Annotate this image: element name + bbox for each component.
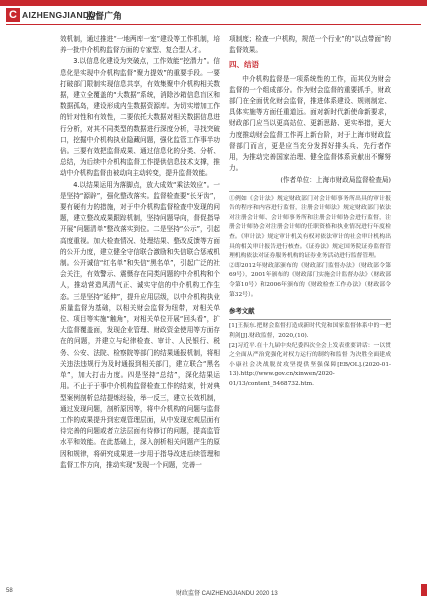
- footnotes: [229, 191, 391, 301]
- body-paragraph: 项制度；检查一户机构，规范一个行业”的“以点带面”的监督效果。: [229, 35, 391, 55]
- brand-logo-letter: C: [6, 8, 20, 22]
- section-title: 监督广角: [86, 12, 123, 22]
- footer-accent: [421, 584, 427, 596]
- references-list: [229, 322, 391, 389]
- brand-name: AIZHENGJIANDU: [22, 10, 96, 20]
- body-paragraph: 3.以信息化建设为突破点，工作效能“挖潜力”。信息化是实现中介机构监督“聚力提效”的重要手段。一要打破部门限制实现信息共享，有效集聚中介机构相关数据，建立全覆盖的“大数据”系统，消除沙箱信息盲区和数据孤岛，建设形成内生数据资源库。为切实增加工作的针对性和有效性，二要依托大数据对相关数据信息进行分析，对其不同类型的数据进行深度分析，寻找突破口，挖掘中介机构执业隐藏问题，强化监管工作事半功倍。三要有效把监督成果、通过信息化的分类、分析、总结，为后续中介机构监督工作提供信息技术支撑，推动中介机构监督由被动向主动转变，提升监督效能。: [60, 57, 220, 178]
- header-divider: [6, 24, 421, 25]
- right-column: [229, 34, 391, 390]
- reference-item: [2]习近平.在十九届中央纪委四次全会上发表重要讲话：一以贯之全面从严治党强化对权力运行的制约和监督 为决胜全面建成小康社会决战脱贫攻坚提供坚强保障[EB/OL].(2020-01-13).http://www.gov.cn/xinwen/2020-01/13/content_5468732.htm.: [229, 342, 391, 387]
- reference-item: [1]王振东.把财会监督打造成新时代党和国家监督体系中的一把利剑[J].财政监督，2020,(10).: [229, 323, 391, 339]
- body-paragraph: 中介机构监督是一项系统性的工作，而其仅为财会监督的一个组成部分。作为财会监督的重要抓手，财政部门在全面优化财会监督，推进体系建设、规则制定、具体实施等方面任重道远。面对新时代新使命新要求，财政部门应当以更高站位、更新思路、更实举措，更大力度推动财会监督工作再上新台阶，对于上海市财政监督部门而言，更是应当充分发挥好排头兵、先行者作用，为推动完善国家治理、健全监督体系贡献出不懈努力。: [229, 74, 391, 173]
- body-paragraph: 效机制，通过推进“一地两库一室”建设等工作机制，培养一批中介机构监督方面的专家型、复合型人才。: [60, 35, 220, 55]
- footnote: ②即2012年财政部颁布的《财政部门监督办法》（财政部令第69号），2001年颁布的《财政部门实施会计监督办法》（财政部令第10号）和2006年颁布的《财政检查工作办法》（财政部令第32号）。: [229, 262, 391, 298]
- journal-footer: 财政监督 CAIZHENGJIANDU 2020 13: [176, 591, 278, 597]
- page-footer: [0, 584, 427, 596]
- page-header: [0, 6, 427, 26]
- references-heading: 参考文献: [229, 306, 391, 320]
- author-affiliation: (作者单位：上海市财政局监督检查局): [280, 176, 391, 185]
- left-column: [60, 34, 220, 471]
- page-number: 58: [6, 588, 13, 594]
- conclusion-heading: 四、结语: [229, 60, 259, 70]
- footnote: ①例如《会计法》规定财政部门对会计师事务所出具的审计报告的程序和内容进行监督，注册会计师法》规定财政部门依法对注册会计师、会计师事务所和注册会计师协会进行监督，注册会计师协会对注册会计师的任职资格和执业情况进行年度检查。《审计法》规定审计机关有权对依法审计的社会审计机构出具的相关审计报告进行核查。《证券法》规定国务院证券监督管理机构依法对证券服务机构的证券业务活动进行监督管理。: [229, 195, 391, 260]
- body-paragraph: 4.以结果运用为落脚点，放大成效“乘法效应”。一是坚持“源辟”，强化整改落实。监督检查要“长牙齿”，要有硬有力的措施，对于中介机构监督检查中发现的问题，建立整改成果跟踪机制，坚持问题导向，督促指导开展“问题清单”整改落实到位。二是坚持“公示”，引起高度重视。加大检查情况、处理结果、整改反馈等方面的公开力度，建立健全守信联合激励和失信联合惩戒机制。公开诚信“红名单”和失信“黑名单”，引起广泛的社会关注，有效警示、震慑存在同类问题的中介机构和个人，推动营造风清气正、诚实守信的中介机构工作生态。三是坚持“延伸”，提升应用层级，以中介机构执业质量监督为基础，以相关财会监督为纽带，对相关单位、项目等实施“触角”，对相关单位开展“回头看”，扩大监督覆盖面，发现企业管理、财政资金使用等方面存在的问题，并建立与纪律检查、审计、人民银行、税务、公安、法院、检察院等部门的结果通报机制，将相关违法违规行为及时通报到相关部门，建立联合“黑名单”，加大打击力度。四是坚持“总结”，深化结果运用。不止于于事中介机构监督检查工作的结束，针对典型案例剖析总结提炼经验，举一反三，建立长效机制，通过发现问题，剖析原因等，将中介机构的问题与监督工作的成果提升到宏观管理层面，从中发现宏观层面有待完善的问题或者立法层面有待修订的问题，提高监管水平和效能。在此基础上，深入剖析相关问题产生的原因和规律，将研究成果进一步用于指导改进后续管理和监督工作方向，推动实现“发现一个问题，完善一: [60, 180, 220, 469]
